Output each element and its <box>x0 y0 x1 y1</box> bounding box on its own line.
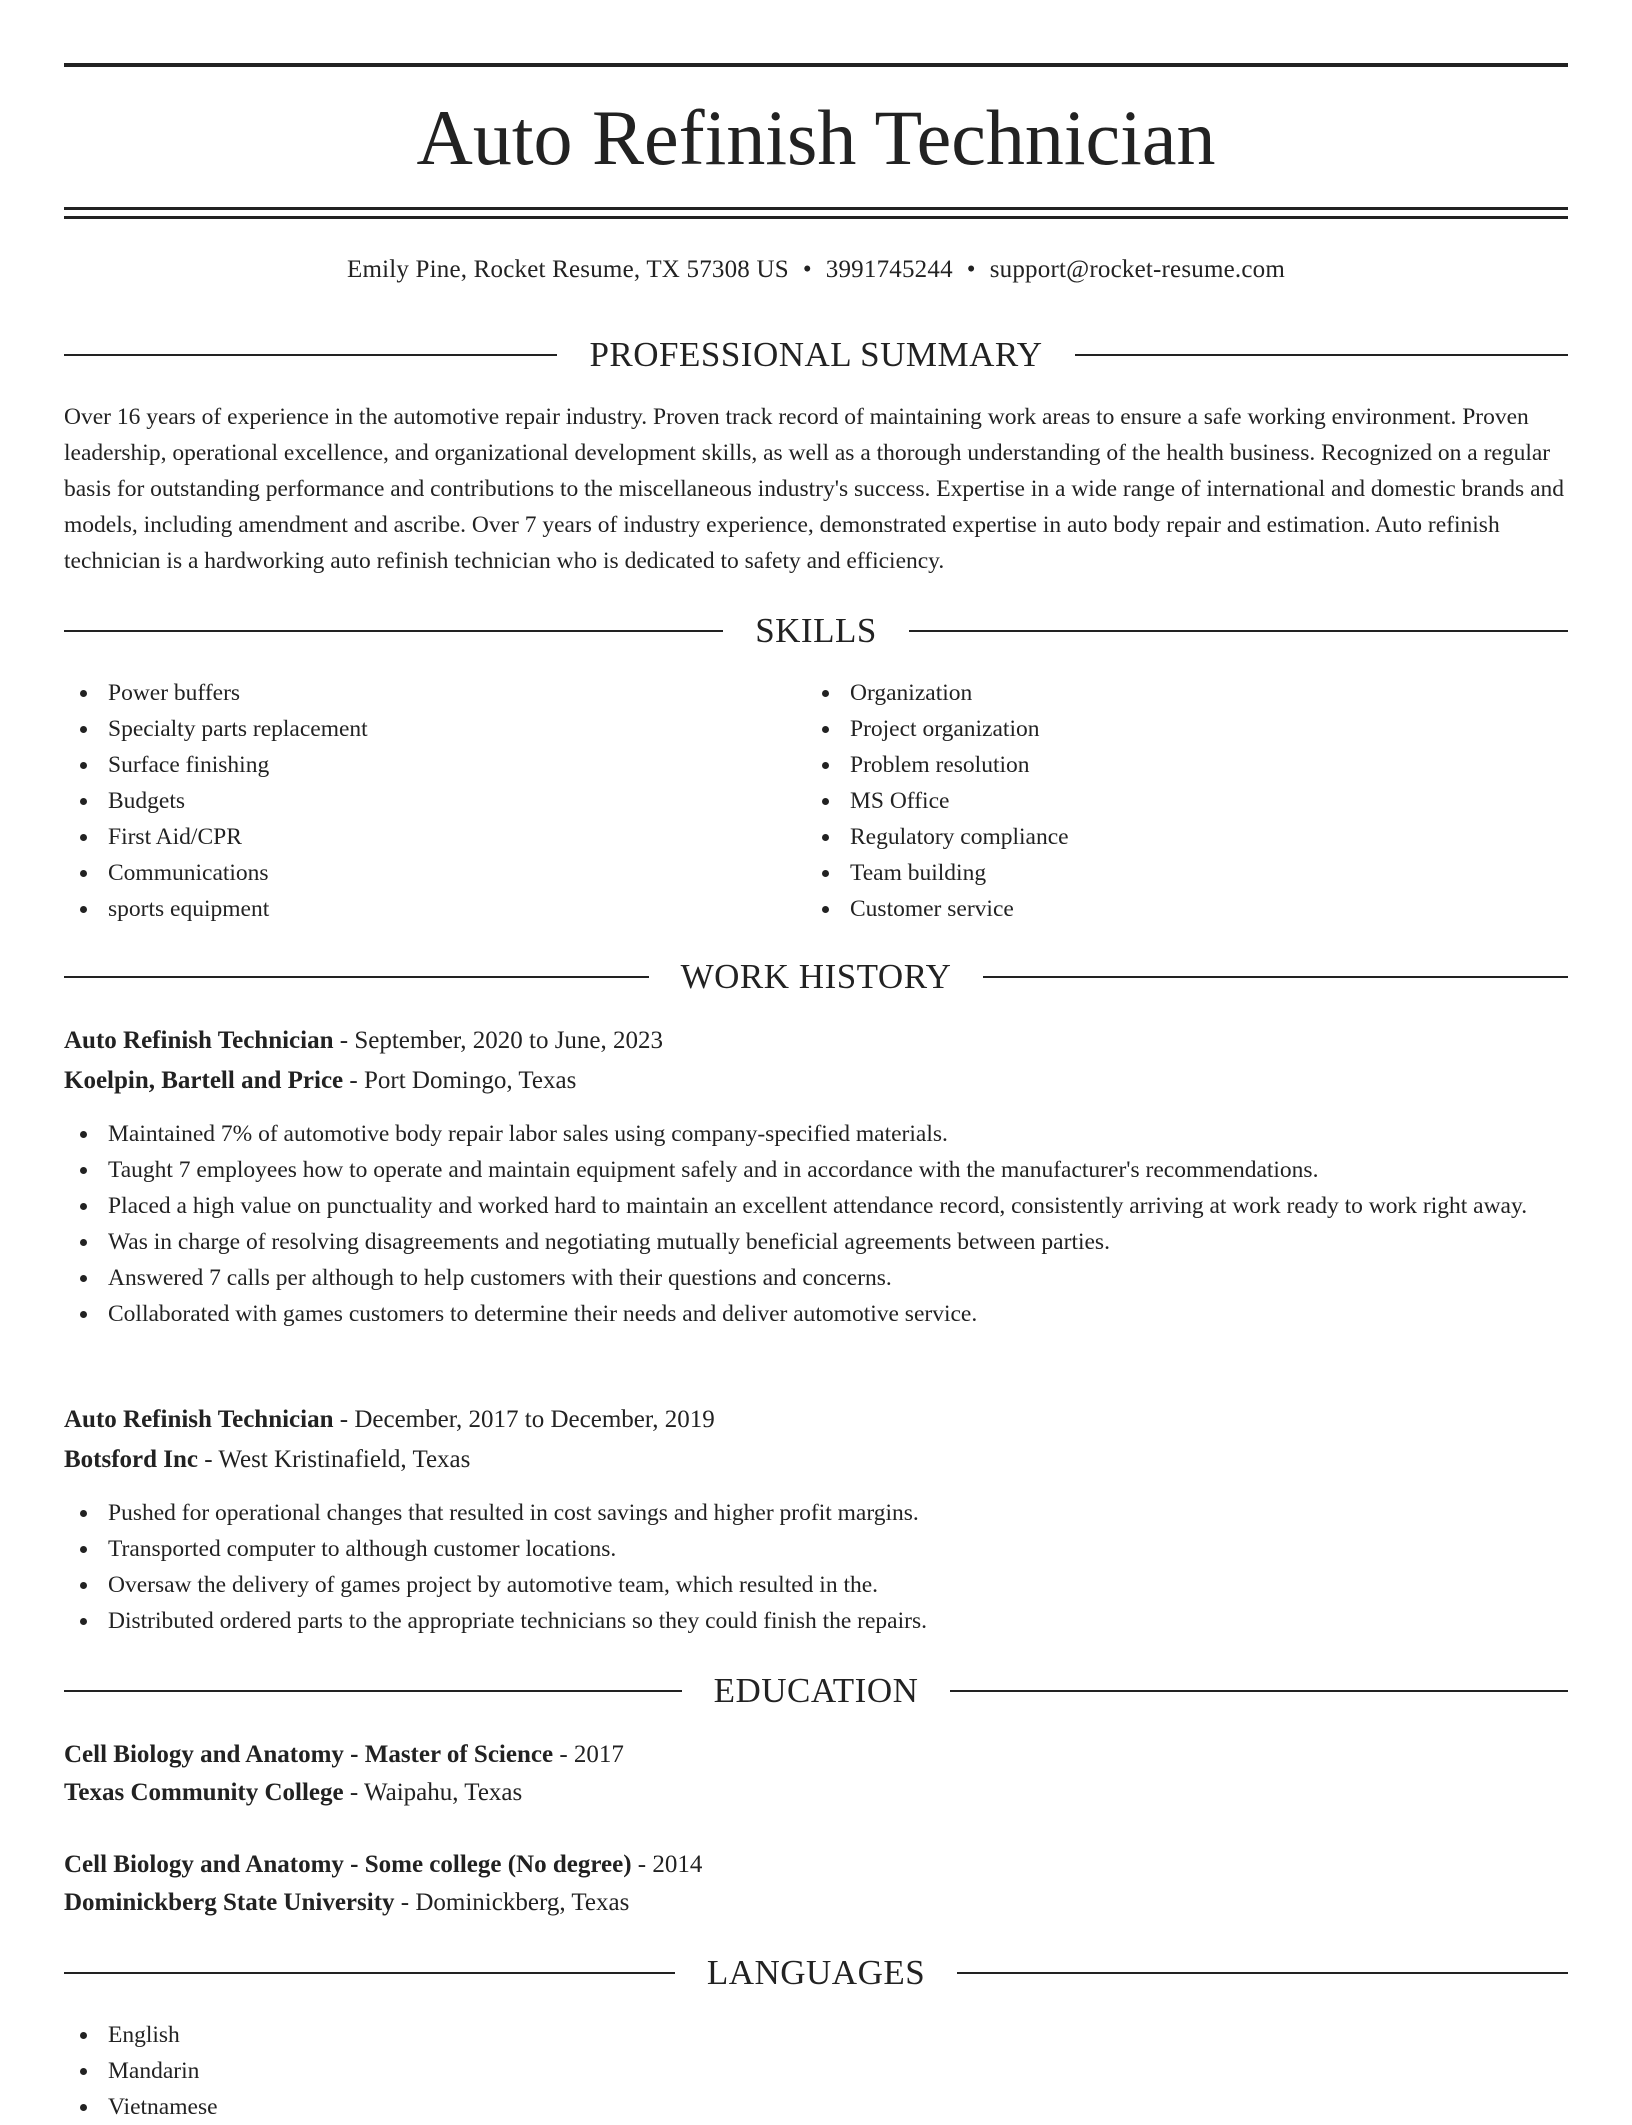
heading-rule <box>64 630 723 632</box>
job-company-line: Koelpin, Bartell and Price - Port Domingo, Texas <box>64 1067 577 1094</box>
job-dates: September, 2020 to June, 2023 <box>354 1027 664 1054</box>
languages-list <box>64 2017 804 2125</box>
job-company: Botsford Inc <box>64 1446 199 1473</box>
heading-rule <box>64 1972 675 1974</box>
job-bullet: Collaborated with games customers to determine their needs and deliver automotive service. <box>64 1296 1568 1332</box>
contact-line <box>64 252 1568 288</box>
job-bullets <box>64 1495 1568 1639</box>
header-top-rule <box>64 63 1568 67</box>
job-title-line: Auto Refinish Technician - September, 2020 to June, 2023 <box>64 1027 664 1054</box>
skill-item: Specialty parts replacement <box>64 711 804 747</box>
section-title: PROFESSIONAL SUMMARY <box>589 335 1043 374</box>
job-bullet: Taught 7 employees how to operate and maintain equipment safely and in accordance with the manufacturer's recommendations. <box>64 1152 1568 1188</box>
skill-item: Problem resolution <box>806 747 1546 783</box>
skill-item: First Aid/CPR <box>64 819 804 855</box>
education-school-line: Texas Community College - Waipahu, Texas <box>64 1779 523 1806</box>
education-location: Waipahu, Texas <box>364 1779 523 1806</box>
contact-phone: 3991745244 <box>825 256 953 283</box>
heading-rule <box>950 1690 1568 1692</box>
header-bottom-rule-second <box>64 216 1568 219</box>
job-title-line: Auto Refinish Technician - December, 2017 to December, 2019 <box>64 1406 715 1433</box>
heading-rule <box>909 630 1568 632</box>
job-bullet: Was in charge of resolving disagreements and negotiating mutually beneficial agreements between parties. <box>64 1224 1568 1260</box>
education-degree-line: Cell Biology and Anatomy - Master of Science - 2017 <box>64 1741 624 1768</box>
skill-item: Communications <box>64 855 804 891</box>
education-school-line: Dominickberg State University - Dominickberg, Texas <box>64 1889 630 1916</box>
job-location: Port Domingo, Texas <box>363 1067 577 1094</box>
job-bullet: Oversaw the delivery of games project by automotive team, which resulted in the. <box>64 1567 1568 1603</box>
section-heading-summary <box>64 333 1568 377</box>
skill-item: Team building <box>806 855 1546 891</box>
contact-address: Emily Pine, Rocket Resume, TX 57308 US <box>346 256 789 283</box>
summary-text: Over 16 years of experience in the automotive repair industry. Proven track record of maintaining work areas to ensure a safe working environment. Proven leadership, operational excellence, and organizational development skills, as well as a thorough understanding of the health business. Recognized on a regular basis for outstanding performance and contributions to the miscellaneous industry's success. Expertise in a wide range of international and domestic brands and models, including amendment and ascribe. Over 7 years of industry experience, demonstrated expertise in auto body repair and estimation. Auto refinish technician is a hardworking auto refinish technician who is dedicated to safety and efficiency. <box>64 404 1565 574</box>
skill-item: sports equipment <box>64 891 804 927</box>
education-degree: Cell Biology and Anatomy - Master of Science <box>64 1741 554 1768</box>
section-heading-education <box>64 1669 1568 1713</box>
skill-item: Project organization <box>806 711 1546 747</box>
education-year: 2017 <box>573 1741 624 1768</box>
language-item: Vietnamese <box>64 2089 804 2125</box>
job-company: Koelpin, Bartell and Price <box>64 1067 344 1094</box>
contact-separator: • <box>802 256 812 283</box>
job-dates: December, 2017 to December, 2019 <box>354 1406 715 1433</box>
skill-item: Customer service <box>806 891 1546 927</box>
job-bullet: Maintained 7% of automotive body repair labor sales using company-specified materials. <box>64 1116 1568 1152</box>
section-title: WORK HISTORY <box>680 957 952 996</box>
education-location: Dominickberg, Texas <box>415 1889 630 1916</box>
job-bullet: Distributed ordered parts to the appropriate technicians so they could finish the repairs. <box>64 1603 1568 1639</box>
header-bottom-rule <box>64 207 1568 210</box>
job-location: West Kristinafield, Texas <box>218 1446 471 1473</box>
section-title: EDUCATION <box>713 1671 919 1710</box>
education-school: Dominickberg State University <box>64 1889 395 1916</box>
heading-rule <box>64 354 557 356</box>
heading-rule <box>983 976 1568 978</box>
skill-item: Budgets <box>64 783 804 819</box>
contact-separator: • <box>966 256 976 283</box>
education-degree: Cell Biology and Anatomy - Some college (No degree) <box>64 1851 632 1878</box>
education-year: 2014 <box>652 1851 703 1878</box>
job-bullet: Answered 7 calls per although to help customers with their questions and concerns. <box>64 1260 1568 1296</box>
section-heading-work-history <box>64 955 1568 999</box>
skill-item: Regulatory compliance <box>806 819 1546 855</box>
section-heading-languages <box>64 1951 1568 1995</box>
skill-item: Power buffers <box>64 675 804 711</box>
language-item: Mandarin <box>64 2053 804 2089</box>
job-bullet: Placed a high value on punctuality and worked hard to maintain an excellent attendance record, consistently arriving at work ready to work right away. <box>64 1188 1568 1224</box>
skills-list-right <box>806 675 1546 927</box>
education-school: Texas Community College <box>64 1779 344 1806</box>
job-title: Auto Refinish Technician <box>64 1027 334 1054</box>
skills-list-left <box>64 675 804 927</box>
contact-email: support@rocket-resume.com <box>989 256 1286 283</box>
heading-rule <box>957 1972 1568 1974</box>
resume-title: Auto Refinish Technician <box>416 94 1216 181</box>
job-bullet: Pushed for operational changes that resulted in cost savings and higher profit margins. <box>64 1495 1568 1531</box>
skill-item: Organization <box>806 675 1546 711</box>
job-bullet: Transported computer to although customer locations. <box>64 1531 1568 1567</box>
education-degree-line: Cell Biology and Anatomy - Some college (No degree) - 2014 <box>64 1851 703 1878</box>
skill-item: Surface finishing <box>64 747 804 783</box>
skill-item: MS Office <box>806 783 1546 819</box>
section-title: LANGUAGES <box>706 1953 926 1992</box>
job-bullets <box>64 1116 1568 1332</box>
section-title: SKILLS <box>755 611 877 650</box>
heading-rule <box>64 1690 682 1692</box>
language-item: English <box>64 2017 804 2053</box>
job-title: Auto Refinish Technician <box>64 1406 334 1433</box>
heading-rule <box>1075 354 1568 356</box>
heading-rule <box>64 976 649 978</box>
job-company-line: Botsford Inc - West Kristinafield, Texas <box>64 1446 471 1473</box>
section-heading-skills <box>64 609 1568 653</box>
